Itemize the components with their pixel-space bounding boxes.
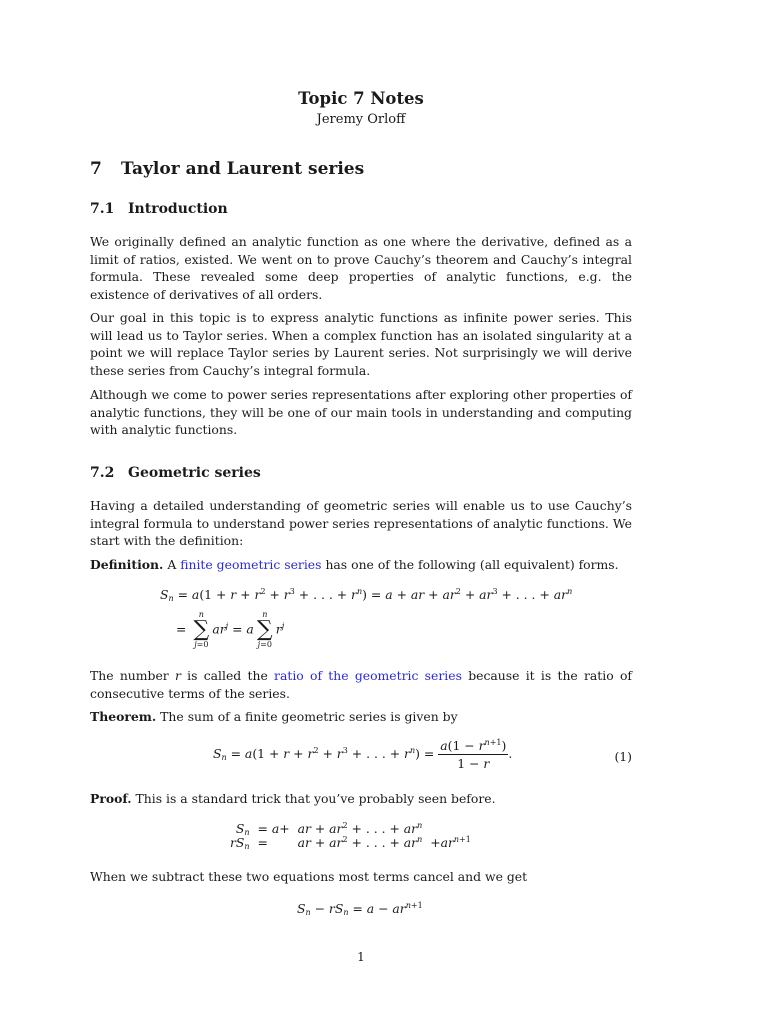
- subsection-title: Introduction: [128, 201, 228, 217]
- definition-paragraph: [90, 556, 632, 574]
- proof-text: This is a standard trick that you’ve probably seen before.: [135, 791, 496, 806]
- equation-number: (1): [614, 749, 632, 764]
- geometric-intro-paragraph: Having a detailed understanding of geometric series will enable us to use Cauchy’s integral formula to understand power series representations of analytic functions. We start with the definition:: [90, 498, 632, 548]
- ratio-of-geometric-series-link[interactable]: ratio of the geometric series: [274, 668, 462, 683]
- subsection-heading-introduction: [90, 201, 228, 217]
- finite-geometric-series-link[interactable]: finite geometric series: [180, 557, 322, 572]
- ratio-text: is called the: [180, 668, 275, 683]
- equation-sum-notation: = n ∑ j=0 $ar^j = a$ n ∑ j=0 $r^j$: [176, 610, 285, 649]
- aligned-equation-row: $rS_n$ = ar + $ar^2$ + . . . + $ar^n$ $+ar^{n+1}$: [230, 835, 471, 851]
- equation-sum-definition: $S_n = a(1 + r + r^2 + r^3$ + . . . + $r^n) = a$ + ar + $ar^2 + ar^3$ + . . . + $ar^n$: [160, 587, 573, 603]
- theorem-text: The sum of a finite geometric series is given by: [160, 709, 458, 724]
- summation-symbol: n ∑ j=0: [193, 610, 210, 649]
- document-title: Topic 7 Notes: [298, 89, 424, 108]
- aligned-equation-row: $S_n$ = a+ ar + $ar^2$ + . . . + $ar^n$: [235, 821, 423, 837]
- section-number: 7: [90, 159, 102, 179]
- ratio-variable: r: [174, 668, 181, 683]
- intro-paragraph-2: Our goal in this topic is to express analytic functions as infinite power series. This will lead us to Taylor series. When a complex function has an isolated singularity at a point we will replace Taylor series by Laurent series. Not surprisingly we will derive these series from Cauchy’s integral formula.: [90, 310, 632, 378]
- subsection-number: 7.2: [90, 465, 115, 481]
- equation-difference: $S_n - rS_n = a - ar^{n+1}$: [297, 901, 423, 917]
- intro-paragraph-3: Although we come to power series representations after exploring other properties of analytic functions, they will be one of our main tools in understanding and computing with analytic functions.: [90, 387, 632, 437]
- proof-paragraph: [90, 790, 632, 808]
- definition-text: has one of the following (all equivalent) forms.: [321, 557, 619, 572]
- ratio-text: because it is the ratio of consecutive terms of the series.: [90, 668, 633, 701]
- intro-paragraph-1: We originally defined an analytic function as one where the derivative, defined as a limit of ratios, existed. We went on to prove Cauchy’s theorem and Cauchy’s integral formula. These revealed some deep properties of analytic functions, e.g. the existence of derivatives of all orders.: [90, 234, 632, 302]
- subsection-heading-geometric-series: [90, 465, 261, 481]
- aligned-equations: [230, 822, 475, 850]
- proof-label: Proof.: [90, 791, 132, 806]
- theorem-label: Theorem.: [90, 709, 157, 724]
- document-author: Jeremy Orloff: [316, 112, 406, 127]
- equation-geometric-sum-formula: $S_n = a(1 + r + r^2 + r^3$ + . . . + $r^n$) = $\frac{a(1 - r^{n+1})}{1 - r}$ .: [213, 738, 513, 771]
- definition-text: A: [167, 557, 181, 572]
- subsection-title: Geometric series: [128, 465, 261, 481]
- ratio-text: The number: [90, 668, 175, 683]
- definition-label: Definition.: [90, 557, 164, 572]
- subtract-paragraph: When we subtract these two equations most terms cancel and we get: [90, 869, 528, 884]
- ratio-paragraph: [90, 667, 632, 702]
- section-heading: [90, 159, 364, 179]
- fraction: $\frac{a(1 - r^{n+1})}{1 - r}$: [440, 738, 507, 771]
- section-title: Taylor and Laurent series: [121, 159, 365, 179]
- subsection-number: 7.1: [90, 201, 115, 217]
- summation-symbol: n ∑ j=0: [256, 610, 273, 649]
- page-number: 1: [357, 950, 365, 964]
- theorem-paragraph: [90, 708, 632, 726]
